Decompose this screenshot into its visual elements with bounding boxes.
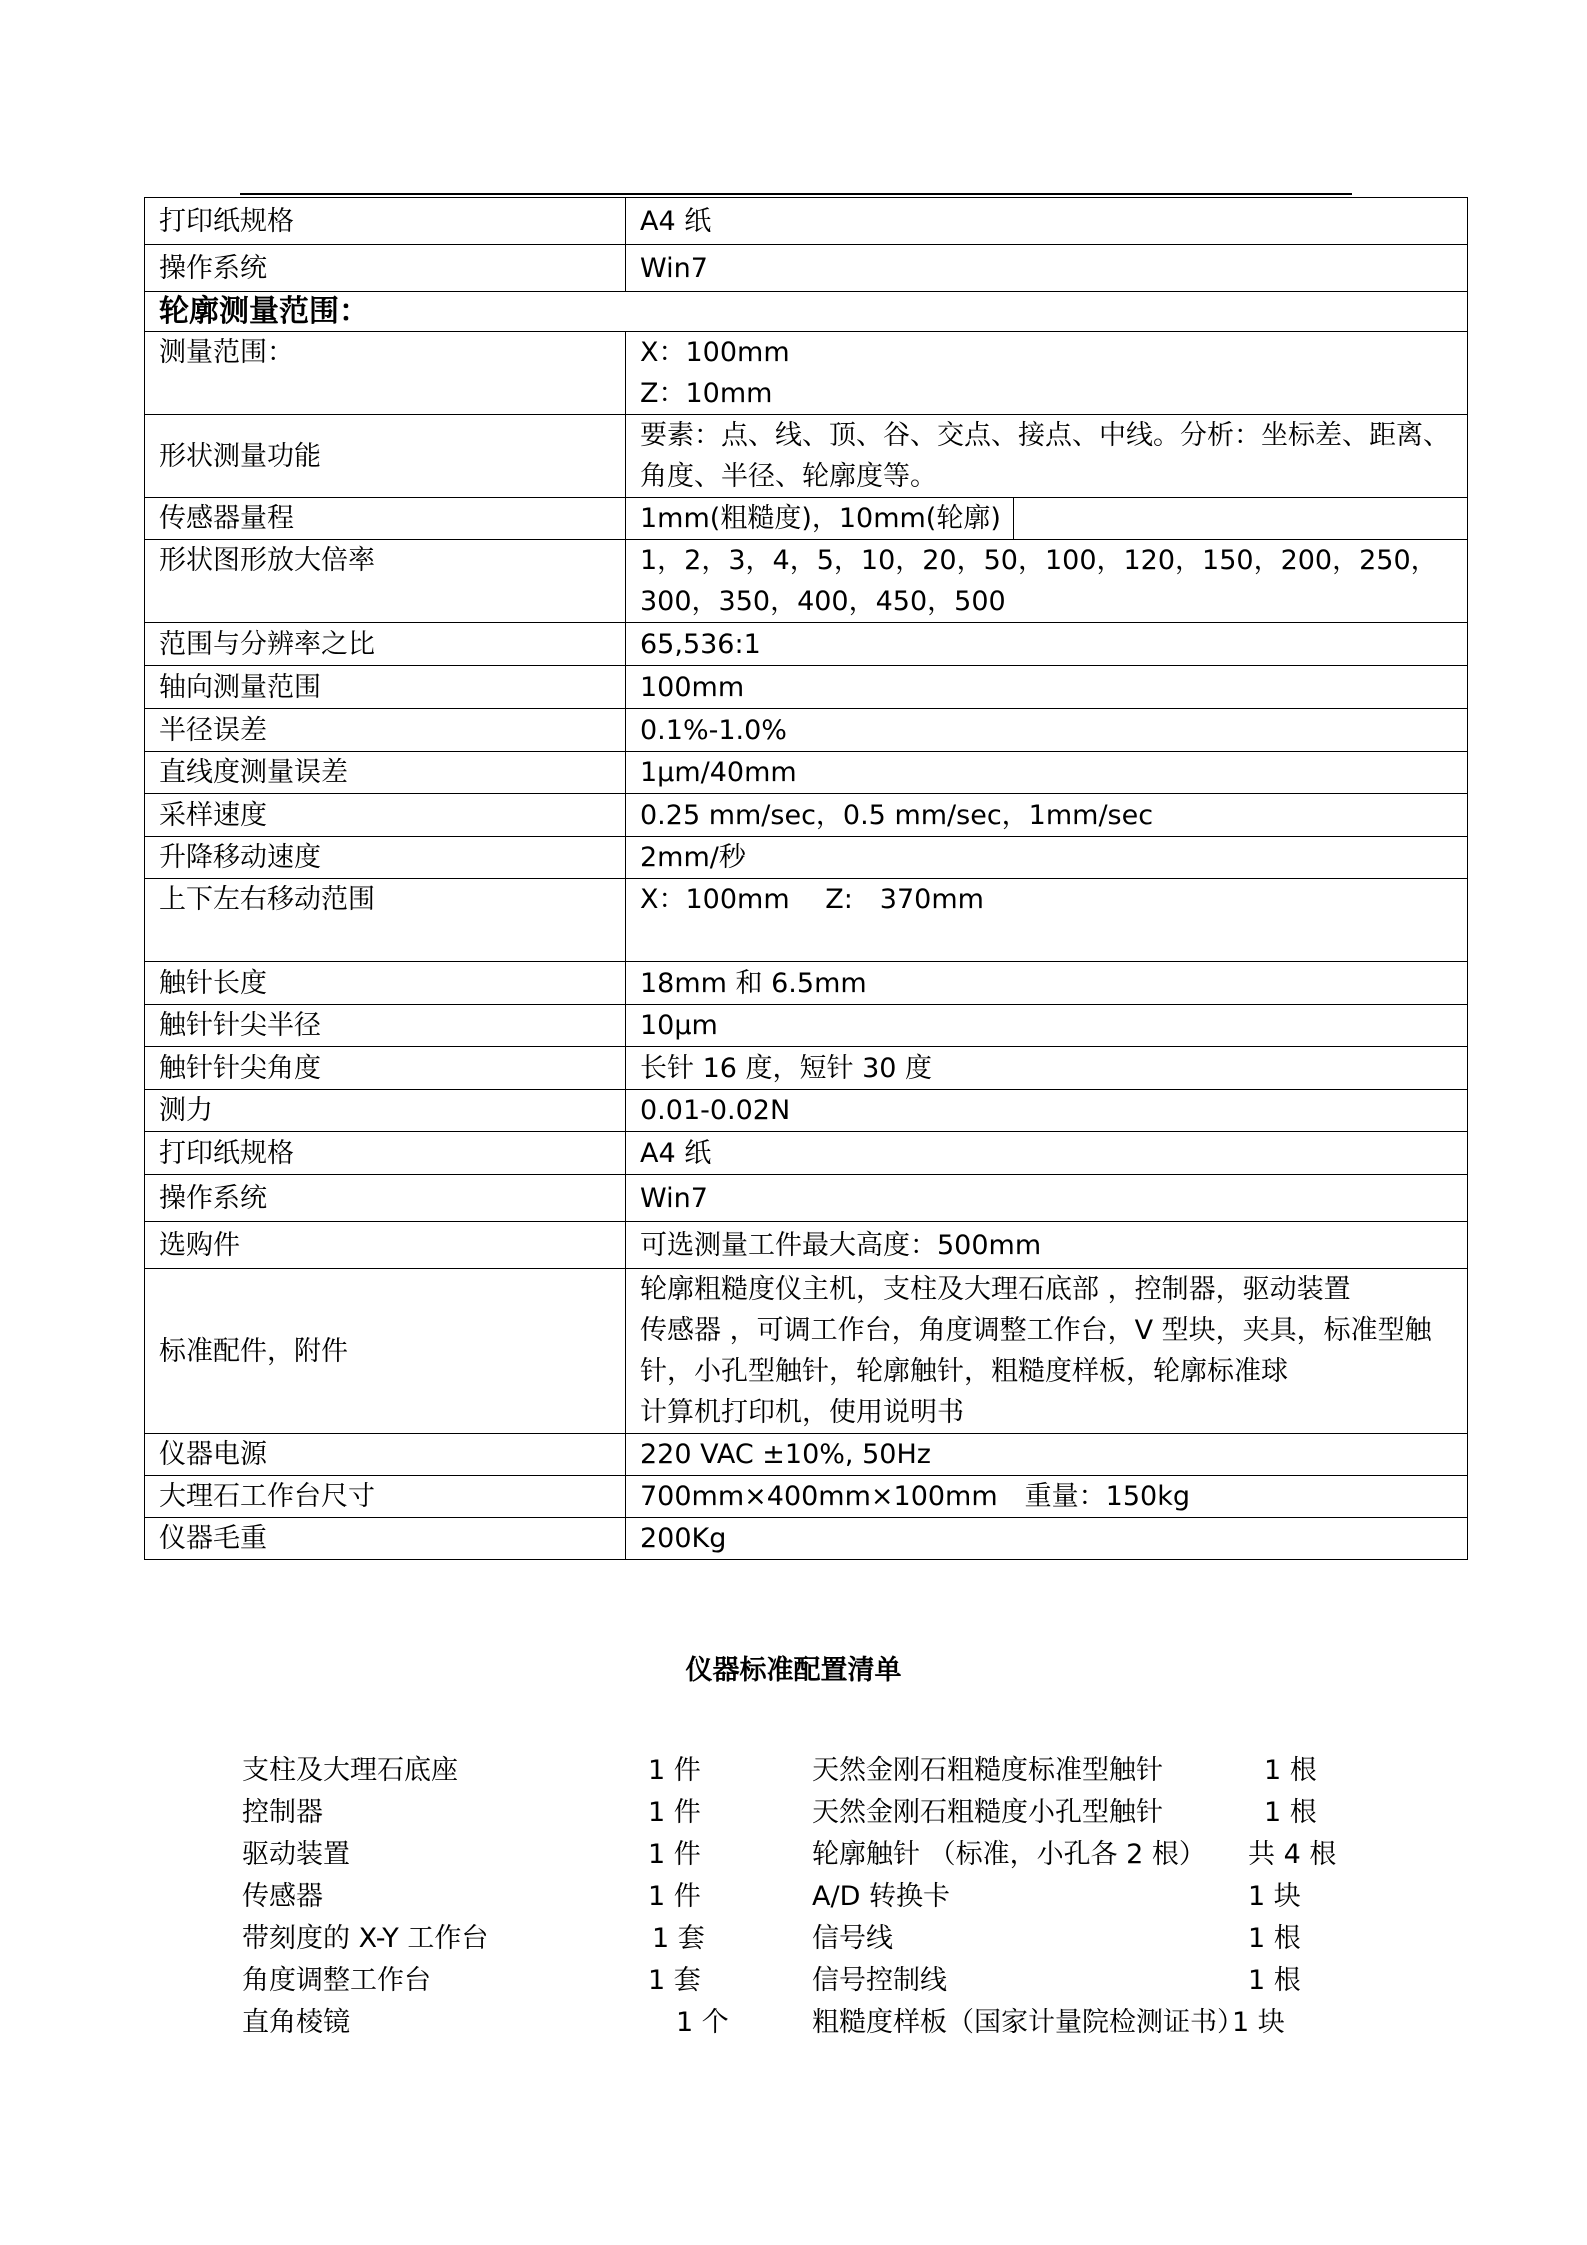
spec-value-line: 200Kg [640, 1523, 727, 1554]
spec-label: 范围与分辨率之比 [145, 623, 626, 666]
spec-value [626, 1476, 1468, 1518]
spec-label: 操作系统 [145, 245, 626, 292]
spec-row [145, 666, 1468, 709]
spec-label: 传感器量程 [145, 498, 626, 540]
config-item-name: 传感器 [242, 1881, 323, 1912]
spec-value [626, 540, 1468, 623]
spec-label: 形状测量功能 [145, 415, 626, 498]
spec-row [145, 962, 1468, 1005]
config-item-name: 驱动装置 [242, 1839, 350, 1870]
config-item-name: 控制器 [242, 1797, 323, 1828]
spec-value-line: 65,536:1 [640, 628, 761, 660]
spec-label: 仪器毛重 [145, 1518, 626, 1560]
spec-value-line: 可选测量工件最大高度：500mm [640, 1229, 1042, 1261]
spec-row [145, 498, 1468, 540]
spec-value-line: Z：10mm [640, 378, 773, 409]
spec-row [145, 879, 1468, 962]
config-item-name: 天然金刚石粗糙度小孔型触针 [812, 1797, 1163, 1828]
spec-row [145, 1132, 1468, 1175]
spec-value [626, 709, 1468, 752]
spec-value [626, 879, 1468, 962]
spec-label: 仪器电源 [145, 1434, 626, 1476]
config-item-qty: 1 根 [1264, 1797, 1317, 1828]
spec-label: 采样速度 [145, 794, 626, 837]
config-item-qty: 1 个 [676, 2007, 729, 2038]
spec-value [626, 1175, 1468, 1222]
spec-value-line: 要素：点、线、顶、谷、交点、接点、中线。分析：坐标差、距离、角度、半径、轮廓度等。 [640, 420, 1450, 492]
config-item [0, 1834, 1587, 1876]
config-item-qty: 1 套 [652, 1923, 705, 1954]
spec-row [145, 1047, 1468, 1090]
spec-row [145, 292, 1468, 332]
spec-table [144, 197, 1468, 1560]
spec-label: 打印纸规格 [145, 198, 626, 245]
spec-row [145, 1090, 1468, 1132]
spec-value-line: 1mm(粗糙度)，10mm(轮廓) [640, 498, 1014, 539]
spec-row [145, 540, 1468, 623]
spec-value-line: Win7 [640, 1182, 708, 1214]
spec-label: 触针针尖角度 [145, 1047, 626, 1090]
spec-row [145, 415, 1468, 498]
spec-label: 半径误差 [145, 709, 626, 752]
config-item-qty: 1 根 [1248, 1923, 1301, 1954]
spec-value [626, 332, 1468, 415]
spec-value [626, 962, 1468, 1005]
spec-row [145, 198, 1468, 245]
spec-row [145, 332, 1468, 415]
config-title: 仪器标准配置清单 [685, 1655, 902, 1686]
config-item-qty: 1 件 [648, 1755, 701, 1786]
spec-row [145, 1175, 1468, 1222]
spec-value-line: 计算机打印机，使用说明书 [640, 1397, 964, 1428]
spec-value [626, 752, 1468, 794]
spec-label: 标准配件，附件 [145, 1269, 626, 1434]
config-item-qty: 1 根 [1264, 1755, 1317, 1786]
config-item [0, 1960, 1587, 2002]
config-item-name: 轮廓触针 （标准，小孔各 2 根） [812, 1839, 1206, 1870]
spec-row [145, 752, 1468, 794]
spec-value-line: 100mm [640, 671, 745, 703]
spec-value [626, 1222, 1468, 1269]
spec-label: 操作系统 [145, 1175, 626, 1222]
spec-value [626, 1434, 1468, 1476]
config-item-qty: 1 套 [648, 1965, 701, 1996]
spec-label: 大理石工作台尺寸 [145, 1476, 626, 1518]
config-item-name: 带刻度的 X-Y 工作台 [242, 1923, 489, 1954]
spec-value-line: 轮廓粗糙度仪主机，支柱及大理石底部 ，控制器，驱动装置 [640, 1274, 1351, 1305]
config-item-name: 角度调整工作台 [242, 1965, 431, 1996]
config-item [0, 1876, 1587, 1918]
spec-value [626, 1090, 1468, 1132]
spec-label: 形状图形放大倍率 [145, 540, 626, 623]
spec-label: 测力 [145, 1090, 626, 1132]
spec-value [626, 1047, 1468, 1090]
spec-value-line: 1μm/40mm [640, 757, 797, 788]
spec-value [626, 666, 1468, 709]
spec-value [626, 198, 1468, 245]
spec-value [626, 623, 1468, 666]
config-item-qty: 共 4 根 [1248, 1839, 1337, 1870]
config-item-qty: 1 块 [1248, 1881, 1301, 1912]
spec-value-line: 1，2，3，4，5，10，20，50，100，120，150，200，250，300，350，400，450，500 [640, 545, 1438, 617]
spec-row [145, 1476, 1468, 1518]
spec-row [145, 1269, 1468, 1434]
config-item [0, 2002, 1587, 2044]
spec-value-line [640, 920, 1453, 961]
spec-label: 轴向测量范围 [145, 666, 626, 709]
config-item-name: 直角棱镜 [242, 2007, 350, 2038]
spec-value-line: X：100mm [640, 337, 790, 368]
spec-label: 触针针尖半径 [145, 1005, 626, 1047]
header-rule [240, 193, 1352, 195]
spec-value [626, 245, 1468, 292]
spec-row [145, 245, 1468, 292]
config-item [0, 1792, 1587, 1834]
spec-label: 测量范围： [145, 332, 626, 415]
config-item-qty: 1 件 [648, 1797, 701, 1828]
spec-value-line: 长针 16 度，短针 30 度 [640, 1052, 933, 1084]
spec-row [145, 1005, 1468, 1047]
config-item-qty: 1 件 [648, 1839, 701, 1870]
config-item-name: A/D 转换卡 [812, 1881, 950, 1912]
spec-value [626, 498, 1468, 540]
config-item-qty: 1 根 [1248, 1965, 1301, 1996]
spec-value-line: 0.25 mm/sec，0.5 mm/sec，1mm/sec [640, 799, 1154, 831]
spec-value-line: Win7 [640, 252, 708, 284]
config-item-name: 粗糙度样板（国家计量院检测证书） [812, 2007, 1244, 2038]
spec-value-line: 0.01-0.02N [640, 1095, 791, 1126]
config-item-qty: 1 块 [1232, 2007, 1285, 2038]
config-item [0, 1918, 1587, 1960]
spec-value-line: 2mm/秒 [640, 842, 746, 873]
spec-value [626, 837, 1468, 879]
spec-value-line: 10μm [640, 1010, 718, 1041]
section-heading: 轮廓测量范围： [145, 292, 1468, 332]
config-item-name: 支柱及大理石底座 [242, 1755, 458, 1786]
config-item-name: 信号控制线 [812, 1965, 947, 1996]
spec-value [626, 415, 1468, 498]
spec-value-line: 传感器 ，可调工作台，角度调整工作台，V 型块，夹具，标准型触针，小孔型触针，轮廓触针，粗糙度样板，轮廓标准球 [640, 1315, 1432, 1387]
config-item-qty: 1 件 [648, 1881, 701, 1912]
config-item [0, 1750, 1587, 1792]
config-item-name: 信号线 [812, 1923, 893, 1954]
spec-value [626, 1005, 1468, 1047]
spec-label: 打印纸规格 [145, 1132, 626, 1175]
spec-value [626, 1518, 1468, 1560]
spec-row [145, 794, 1468, 837]
spec-row [145, 709, 1468, 752]
spec-label: 升降移动速度 [145, 837, 626, 879]
spec-value [626, 1269, 1468, 1434]
config-item-name: 天然金刚石粗糙度标准型触针 [812, 1755, 1163, 1786]
spec-value [626, 794, 1468, 837]
spec-label: 上下左右移动范围 [145, 879, 626, 962]
spec-value-line: X：100mm Z: 370mm [640, 884, 984, 915]
spec-row [145, 837, 1468, 879]
spec-value-line: 220 VAC ±10%, 50Hz [640, 1439, 931, 1470]
spec-row [145, 1434, 1468, 1476]
spec-row [145, 623, 1468, 666]
spec-value-line: A4 纸 [640, 1137, 712, 1169]
spec-label: 选购件 [145, 1222, 626, 1269]
spec-row [145, 1518, 1468, 1560]
spec-value [626, 1132, 1468, 1175]
config-list [0, 1750, 1587, 2050]
spec-row [145, 1222, 1468, 1269]
spec-value-line: A4 纸 [640, 205, 712, 237]
spec-value-line: 0.1%-1.0% [640, 714, 787, 746]
spec-value-line: 18mm 和 6.5mm [640, 967, 867, 999]
spec-value-line: 700mm×400mm×100mm 重量：150kg [640, 1481, 1190, 1512]
spec-label: 触针长度 [145, 962, 626, 1005]
spec-label: 直线度测量误差 [145, 752, 626, 794]
